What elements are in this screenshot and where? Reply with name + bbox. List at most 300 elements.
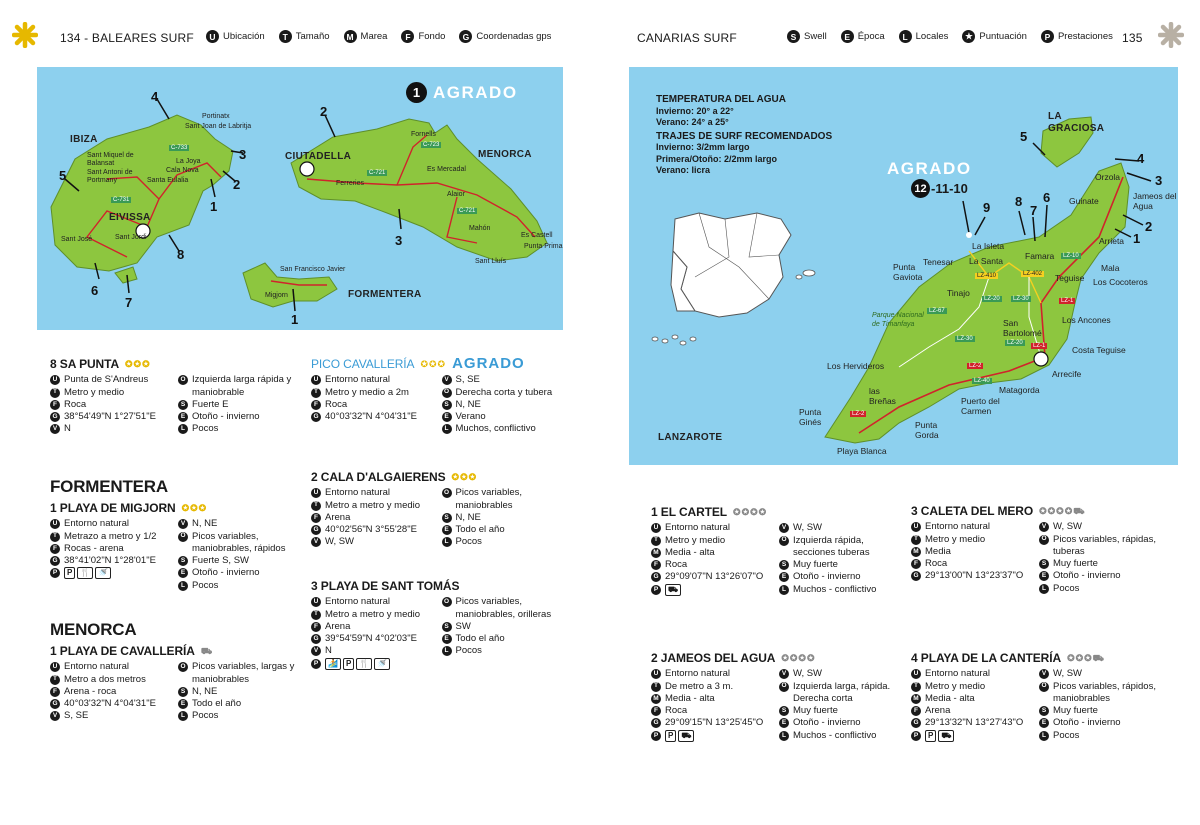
facility-icon: ⛟ bbox=[665, 584, 681, 596]
suit-winter: Invierno: 3/2mm largo bbox=[656, 142, 750, 152]
attribute-badge-icon: U bbox=[651, 669, 661, 679]
facilities-badge-icon: P bbox=[911, 731, 921, 741]
attribute-badge-icon: V bbox=[1039, 522, 1049, 532]
spot-number: 7 bbox=[125, 295, 133, 310]
spot-attribute bbox=[442, 411, 567, 423]
label-los-ancones: Los Ancones bbox=[1062, 315, 1111, 325]
facility-icon: 🏄 bbox=[325, 658, 341, 670]
legend-item bbox=[344, 30, 388, 43]
attribute-value: W, SW bbox=[1053, 668, 1083, 680]
spot-attribute bbox=[50, 387, 172, 399]
attribute-badge-icon: E bbox=[1039, 718, 1049, 728]
attribute-value: Muy fuerte bbox=[793, 705, 838, 717]
legend-badge-icon: ★ bbox=[962, 30, 975, 43]
facility-icon: P bbox=[64, 567, 75, 579]
spot-attribute bbox=[50, 555, 172, 567]
attribute-badge-icon: O bbox=[442, 597, 452, 607]
attribute-badge-icon: F bbox=[50, 544, 60, 554]
spot-column-right bbox=[178, 518, 300, 592]
spot-attribute bbox=[442, 399, 567, 411]
attribute-badge-icon: O bbox=[779, 536, 789, 546]
road-lz67: LZ-67 bbox=[929, 308, 945, 314]
spot-attribute bbox=[1039, 668, 1161, 680]
attribute-value: Otoño - invierno bbox=[1053, 570, 1121, 582]
attribute-value: 40°03'32"N 4°04'31"E bbox=[64, 698, 156, 710]
attribute-value: Picos variables, rápidos, maniobrables bbox=[1053, 680, 1156, 704]
label-sant-miquel: Sant Miquel de Balansat bbox=[87, 152, 134, 167]
spot-attribute bbox=[779, 522, 901, 534]
label-la-graciosa: LA GRACIOSA bbox=[1048, 111, 1105, 134]
rating-stars-icon: ✪✪✪ bbox=[181, 503, 208, 513]
attribute-value: Entorno natural bbox=[64, 661, 129, 673]
facility-icon: ⛟ bbox=[678, 730, 694, 742]
facilities-row bbox=[50, 567, 172, 579]
attribute-value: Metro y medio bbox=[925, 680, 986, 692]
attribute-value: 29°09'15"N 13°25'45"O bbox=[665, 717, 764, 729]
spot-attribute bbox=[911, 717, 1033, 729]
spot-attribute bbox=[1039, 583, 1161, 595]
spot-sa-punta bbox=[50, 358, 300, 436]
spot-attribute bbox=[651, 681, 773, 693]
asterisk-icon-right bbox=[1158, 22, 1184, 48]
legend-label: Tamaño bbox=[295, 31, 330, 42]
agrado-label-right: AGRADO bbox=[887, 159, 972, 178]
spot-number: 6 bbox=[1043, 190, 1051, 205]
attribute-value: 29°09'07"N 13°26'07"O bbox=[665, 571, 764, 583]
rating-stars-icon: ✪✪✪✪⛟ bbox=[1039, 506, 1086, 516]
spot-title-text: 4 PLAYA DE LA CANTERÍA bbox=[911, 651, 1062, 665]
spot-title bbox=[50, 358, 300, 370]
spot-attribute bbox=[442, 487, 567, 512]
attribute-badge-icon: U bbox=[50, 375, 60, 385]
attribute-value: De metro a 3 m. bbox=[665, 680, 734, 692]
attribute-badge-icon: O bbox=[1039, 535, 1049, 545]
label-tenesar: Tenesar bbox=[923, 257, 954, 267]
label-famara: Famara bbox=[1025, 251, 1055, 261]
attribute-value: Arena bbox=[325, 620, 351, 632]
attribute-badge-icon: E bbox=[442, 525, 452, 535]
attribute-value: Muchos - conflictivo bbox=[793, 729, 877, 741]
agrado-label: AGRADO bbox=[433, 83, 518, 102]
spot-attribute bbox=[911, 546, 1033, 558]
water-temp-title: TEMPERATURA DEL AGUA bbox=[656, 94, 786, 105]
label-formentera: FORMENTERA bbox=[348, 289, 422, 300]
legend-item bbox=[206, 30, 265, 43]
attribute-value: Fuerte S, SW bbox=[192, 555, 250, 567]
spot-number: 8 bbox=[177, 247, 185, 262]
spot-column-left bbox=[50, 374, 172, 435]
attribute-value: Entorno natural bbox=[325, 487, 390, 499]
spot-attribute bbox=[311, 621, 436, 633]
attribute-badge-icon: O bbox=[442, 488, 452, 498]
spot-attribute bbox=[311, 536, 436, 548]
rating-stars-icon: ✪✪✪ bbox=[420, 359, 447, 369]
attribute-badge-icon: V bbox=[50, 711, 60, 721]
water-info bbox=[656, 94, 832, 177]
spot-column-left bbox=[911, 521, 1033, 595]
attribute-badge-icon: L bbox=[442, 424, 452, 434]
attribute-value: Media bbox=[925, 545, 951, 557]
spot-attribute bbox=[442, 645, 567, 657]
road-c721a: C-721 bbox=[369, 170, 386, 176]
road-c723: C-723 bbox=[423, 142, 440, 148]
attribute-value: W, SW bbox=[1053, 521, 1083, 533]
road-lz402: LZ-402 bbox=[1023, 271, 1043, 277]
attribute-badge-icon: V bbox=[311, 537, 321, 547]
spot-attribute bbox=[1039, 534, 1161, 559]
attribute-badge-icon: L bbox=[779, 731, 789, 741]
attribute-badge-icon: L bbox=[442, 537, 452, 547]
attribute-badge-icon: G bbox=[50, 412, 60, 422]
attribute-badge-icon: S bbox=[178, 400, 188, 410]
attribute-badge-icon: F bbox=[911, 559, 921, 569]
spot-column-right bbox=[178, 374, 300, 435]
road-c721b: C-721 bbox=[459, 208, 476, 214]
spot-algaierens bbox=[311, 471, 566, 549]
spot-attribute bbox=[178, 518, 300, 530]
attribute-badge-icon: O bbox=[1039, 682, 1049, 692]
legend-item bbox=[841, 30, 885, 43]
attribute-value: Verano bbox=[455, 411, 486, 423]
spot-title bbox=[651, 506, 901, 518]
spot-attribute bbox=[178, 531, 300, 556]
label-teguise: Teguise bbox=[1055, 273, 1085, 283]
spot-attribute bbox=[311, 512, 436, 524]
spot-number: 5 bbox=[59, 168, 67, 183]
spot-column-right bbox=[442, 374, 567, 435]
attribute-badge-icon: O bbox=[178, 375, 188, 385]
attribute-value: Muy fuerte bbox=[1053, 705, 1098, 717]
attribute-badge-icon: G bbox=[50, 699, 60, 709]
label-punta-gorda: Punta Gorda bbox=[915, 420, 939, 440]
spot-attribute bbox=[911, 693, 1033, 705]
spot-number: 1 bbox=[291, 312, 299, 327]
road-lz10: LZ-10 bbox=[1063, 253, 1079, 259]
legend-label: Locales bbox=[915, 31, 949, 42]
spot-attribute bbox=[651, 717, 773, 729]
attribute-badge-icon: V bbox=[311, 646, 321, 656]
facilities-badge-icon: P bbox=[311, 659, 321, 669]
attribute-badge-icon: O bbox=[178, 532, 188, 542]
spot-title bbox=[311, 355, 566, 372]
attribute-value: Metrazo a metro y 1/2 bbox=[64, 530, 157, 542]
suits-title: TRAJES DE SURF RECOMENDADOS bbox=[656, 130, 833, 142]
facility-icon: P bbox=[665, 730, 676, 742]
legend-badge-icon: T bbox=[279, 30, 292, 43]
baleares-map bbox=[37, 67, 563, 330]
legend-badge-icon: G bbox=[459, 30, 472, 43]
attribute-value: Todo el año bbox=[455, 633, 505, 645]
legend-label: Marea bbox=[360, 31, 388, 42]
facility-icon: 🚿 bbox=[374, 658, 390, 670]
road-lz20b: LZ-20 bbox=[1007, 340, 1023, 346]
left-legend bbox=[206, 30, 551, 43]
attribute-badge-icon: V bbox=[779, 523, 789, 533]
spot-number: 1 bbox=[1133, 231, 1141, 246]
spot-cavalleria bbox=[50, 645, 300, 723]
attribute-badge-icon: T bbox=[911, 682, 921, 692]
attribute-value: Muy fuerte bbox=[1053, 558, 1098, 570]
attribute-value: Entorno natural bbox=[665, 522, 730, 534]
attribute-badge-icon: L bbox=[1039, 731, 1049, 741]
water-temp-summer: Verano: 24° a 25° bbox=[656, 117, 729, 127]
attribute-badge-icon: U bbox=[50, 519, 60, 529]
spot-number: 4 bbox=[151, 89, 159, 104]
spot-attribute bbox=[311, 609, 436, 621]
attribute-value: 40°03'32"N 4°04'31"E bbox=[325, 411, 417, 423]
spot-title bbox=[50, 502, 300, 514]
label-sant-antoni: Sant Antoni de Portmany bbox=[87, 169, 133, 184]
spot-title bbox=[311, 580, 566, 592]
facility-icon: 🍴 bbox=[77, 567, 93, 579]
spot-column-left bbox=[311, 374, 436, 435]
attribute-badge-icon: U bbox=[50, 662, 60, 672]
legend-label: Ubicación bbox=[223, 31, 265, 42]
attribute-badge-icon: E bbox=[779, 572, 789, 582]
spot-title bbox=[311, 471, 566, 483]
spot-title-text: 1 EL CARTEL bbox=[651, 505, 728, 519]
attribute-value: N bbox=[325, 645, 332, 657]
spot-number: 3 bbox=[395, 233, 403, 248]
suit-spring: Primera/Otoño: 2/2mm largo bbox=[656, 153, 778, 164]
attribute-badge-icon: V bbox=[442, 375, 452, 385]
attribute-value: Arena - roca bbox=[64, 685, 117, 697]
spot-attribute bbox=[442, 524, 567, 536]
spot-number: 3 bbox=[1155, 173, 1163, 188]
spot-attribute bbox=[651, 547, 773, 559]
legend-badge-icon: M bbox=[344, 30, 357, 43]
attribute-badge-icon: V bbox=[50, 424, 60, 434]
rating-stars-icon: ✪✪✪✪ bbox=[781, 653, 816, 663]
road-c731: C-731 bbox=[113, 197, 130, 203]
attribute-value: N bbox=[64, 423, 71, 435]
attribute-value: Otoño - invierno bbox=[1053, 717, 1121, 729]
label-jameos: Jameos del Agua bbox=[1133, 191, 1177, 211]
facility-icon: P bbox=[925, 730, 936, 742]
label-parque: Parque Nacional de Timanfaya bbox=[872, 312, 924, 328]
spot-attribute bbox=[50, 710, 172, 722]
attribute-value: Derecha corta y tubera bbox=[455, 386, 553, 398]
spot-attribute bbox=[50, 674, 172, 686]
attribute-badge-icon: F bbox=[50, 687, 60, 697]
label-playa-blanca: Playa Blanca bbox=[837, 446, 887, 456]
spot-attribute bbox=[1039, 521, 1161, 533]
spot-title-text: 8 SA PUNTA bbox=[50, 357, 120, 371]
attribute-value: Entorno natural bbox=[325, 596, 390, 608]
label-portinatx: Portinatx bbox=[202, 113, 230, 120]
page-header bbox=[0, 0, 1200, 70]
spot-attribute bbox=[311, 596, 436, 608]
attribute-value: Metro a metro y medio bbox=[325, 608, 421, 620]
label-san-francisco: San Francisco Javier bbox=[280, 266, 346, 273]
attribute-badge-icon: E bbox=[1039, 571, 1049, 581]
label-punta-gaviota: Punta Gaviota bbox=[893, 262, 923, 282]
spot-column-left bbox=[311, 596, 436, 669]
right-legend bbox=[787, 30, 1113, 43]
spot-column-right bbox=[442, 596, 567, 669]
label-arrieta: Arrieta bbox=[1099, 236, 1125, 246]
attribute-value: W, SW bbox=[793, 668, 823, 680]
spot-attribute bbox=[911, 534, 1033, 546]
spot-attribute bbox=[178, 411, 300, 423]
spot-column-right bbox=[1039, 668, 1161, 742]
spot-column-left bbox=[651, 668, 773, 742]
spot-number: 2 bbox=[233, 177, 241, 192]
attribute-value: Picos variables, rápidas, tuberas bbox=[1053, 533, 1156, 557]
road-lz1b: LZ-1 bbox=[1033, 343, 1046, 349]
facilities-row bbox=[311, 658, 436, 670]
spot-attribute bbox=[779, 535, 901, 560]
label-menorca: MENORCA bbox=[478, 149, 532, 160]
legend-item bbox=[962, 30, 1027, 43]
label-san-bartolome: San Bartolomé bbox=[1003, 318, 1042, 338]
facility-icon: 🚿 bbox=[95, 567, 111, 579]
spot-attribute bbox=[779, 681, 901, 706]
spot-attribute bbox=[442, 512, 567, 524]
spot-attribute bbox=[911, 570, 1033, 582]
spot-number: 2 bbox=[320, 104, 328, 119]
attribute-value: W, SW bbox=[325, 536, 355, 548]
spot-title-text: 3 CALETA DEL MERO bbox=[911, 504, 1034, 518]
road-lz1a: LZ-1 bbox=[1061, 298, 1074, 304]
attribute-badge-icon: G bbox=[651, 572, 661, 582]
agrado-label: AGRADO bbox=[452, 355, 525, 372]
attribute-value: 29°13'00"N 13°23'37"O bbox=[925, 570, 1024, 582]
road-lz40: LZ-40 bbox=[974, 378, 990, 384]
spot-column-left bbox=[911, 668, 1033, 742]
rating-stars-icon: ✪✪✪ bbox=[451, 472, 478, 482]
attribute-badge-icon: S bbox=[442, 400, 452, 410]
attribute-value: Metro y medio a 2m bbox=[325, 386, 409, 398]
facilities-row bbox=[651, 584, 773, 596]
spot-title-text: 2 CALA D'ALGAIERENS bbox=[311, 470, 446, 484]
spot-attribute bbox=[911, 521, 1033, 533]
attribute-badge-icon: S bbox=[442, 513, 452, 523]
spot-attribute bbox=[651, 522, 773, 534]
attribute-badge-icon: U bbox=[651, 523, 661, 533]
spot-attribute bbox=[50, 543, 172, 555]
spot-column-left bbox=[651, 522, 773, 596]
attribute-badge-icon: S bbox=[442, 622, 452, 632]
facility-icon: ⛟ bbox=[938, 730, 954, 742]
attribute-badge-icon: T bbox=[311, 388, 321, 398]
label-matagorda: Matagorda bbox=[999, 385, 1040, 395]
spot-number: 1 bbox=[210, 199, 218, 214]
label-es-mercadal: Es Mercadal bbox=[427, 166, 466, 173]
spot-sant-tomas bbox=[311, 580, 566, 670]
attribute-badge-icon: F bbox=[651, 560, 661, 570]
spot-attribute bbox=[442, 423, 567, 435]
label-eivissa: EIVISSA bbox=[109, 212, 151, 223]
attribute-value: N, NE bbox=[192, 518, 218, 530]
facilities-row bbox=[911, 730, 1033, 742]
attribute-badge-icon: T bbox=[911, 535, 921, 545]
attribute-value: Roca bbox=[665, 559, 688, 571]
spot-title bbox=[911, 505, 1161, 517]
attribute-badge-icon: G bbox=[651, 718, 661, 728]
attribute-value: Rocas - arena bbox=[64, 542, 124, 554]
attribute-value: 29°13'32"N 13°27'43"O bbox=[925, 717, 1024, 729]
label-la-isleta: La Isleta bbox=[972, 241, 1005, 251]
label-alaior: Alaior bbox=[447, 191, 465, 198]
attribute-badge-icon: L bbox=[442, 646, 452, 656]
attribute-badge-icon: V bbox=[779, 669, 789, 679]
attribute-value: W, SW bbox=[793, 522, 823, 534]
legend-label: Fondo bbox=[418, 31, 446, 42]
spot-caleta-mero bbox=[911, 505, 1161, 595]
attribute-badge-icon: O bbox=[779, 682, 789, 692]
section-formentera: FORMENTERA bbox=[50, 477, 168, 496]
attribute-badge-icon: E bbox=[178, 412, 188, 422]
attribute-badge-icon: F bbox=[651, 706, 661, 716]
attribute-value: N, NE bbox=[192, 685, 218, 697]
attribute-value: Picos variables, maniobrables, orilleras bbox=[455, 596, 552, 620]
attribute-value: 40°02'56"N 3°55'28"E bbox=[325, 524, 417, 536]
rating-stars-icon: ✪✪✪⛟ bbox=[1067, 653, 1106, 663]
attribute-badge-icon: M bbox=[651, 694, 661, 704]
spot-attribute bbox=[50, 518, 172, 530]
label-punta-prima: Punta Prima bbox=[524, 243, 563, 250]
section-menorca: MENORCA bbox=[50, 620, 137, 639]
spot-column-right bbox=[779, 668, 901, 742]
attribute-value: SW bbox=[455, 620, 471, 632]
agrado-numbers bbox=[911, 179, 968, 198]
attribute-badge-icon: L bbox=[779, 585, 789, 595]
attribute-badge-icon: F bbox=[311, 622, 321, 632]
label-fornells: Fornells bbox=[411, 131, 436, 138]
attribute-badge-icon: M bbox=[911, 547, 921, 557]
spot-attribute bbox=[311, 645, 436, 657]
attribute-value: Izquierda larga, rápida. Derecha corta bbox=[793, 680, 891, 704]
attribute-value: S, SE bbox=[64, 710, 89, 722]
attribute-value: Todo el año bbox=[192, 698, 242, 710]
lanzarote-map bbox=[629, 67, 1178, 465]
label-la-joya: La Joya bbox=[176, 158, 201, 165]
legend-badge-icon: L bbox=[899, 30, 912, 43]
spot-title-text: 1 PLAYA DE MIGJORN bbox=[50, 501, 176, 515]
attribute-value: Metro y medio bbox=[64, 386, 125, 398]
facilities-row bbox=[651, 730, 773, 742]
attribute-badge-icon: G bbox=[311, 412, 321, 422]
spot-attribute bbox=[178, 399, 300, 411]
label-migjorn: Migjorn bbox=[265, 292, 288, 299]
spot-title-text: 2 JAMEOS DEL AGUA bbox=[651, 651, 776, 665]
spot-attribute bbox=[50, 411, 172, 423]
spot-attribute bbox=[911, 558, 1033, 570]
agrado-rest: -11-10 bbox=[931, 181, 968, 196]
attribute-value: Media - alta bbox=[925, 692, 975, 704]
spot-canteria bbox=[911, 652, 1161, 742]
spot-attribute bbox=[178, 686, 300, 698]
attribute-badge-icon: E bbox=[178, 568, 188, 578]
rating-stars-icon: ✪✪✪✪ bbox=[733, 507, 768, 517]
attribute-badge-icon: S bbox=[178, 556, 188, 566]
attribute-value: Otoño - invierno bbox=[192, 567, 260, 579]
attribute-value: Picos variables, maniobrables, rápidos bbox=[192, 530, 286, 554]
road-lz410: LZ-410 bbox=[977, 273, 997, 279]
attribute-value: Otoño - invierno bbox=[793, 717, 861, 729]
spot-attribute bbox=[779, 705, 901, 717]
spot-attribute bbox=[50, 399, 172, 411]
water-temp-winter: Invierno: 20° a 22° bbox=[656, 105, 734, 116]
attribute-value: Media - alta bbox=[665, 546, 715, 558]
spot-number: 2 bbox=[1145, 219, 1153, 234]
spot-number: 9 bbox=[983, 200, 991, 215]
legend-item bbox=[787, 30, 827, 43]
spot-attribute bbox=[651, 535, 773, 547]
spot-column-right bbox=[178, 661, 300, 722]
agrado-number-badge: 1 bbox=[406, 82, 427, 103]
